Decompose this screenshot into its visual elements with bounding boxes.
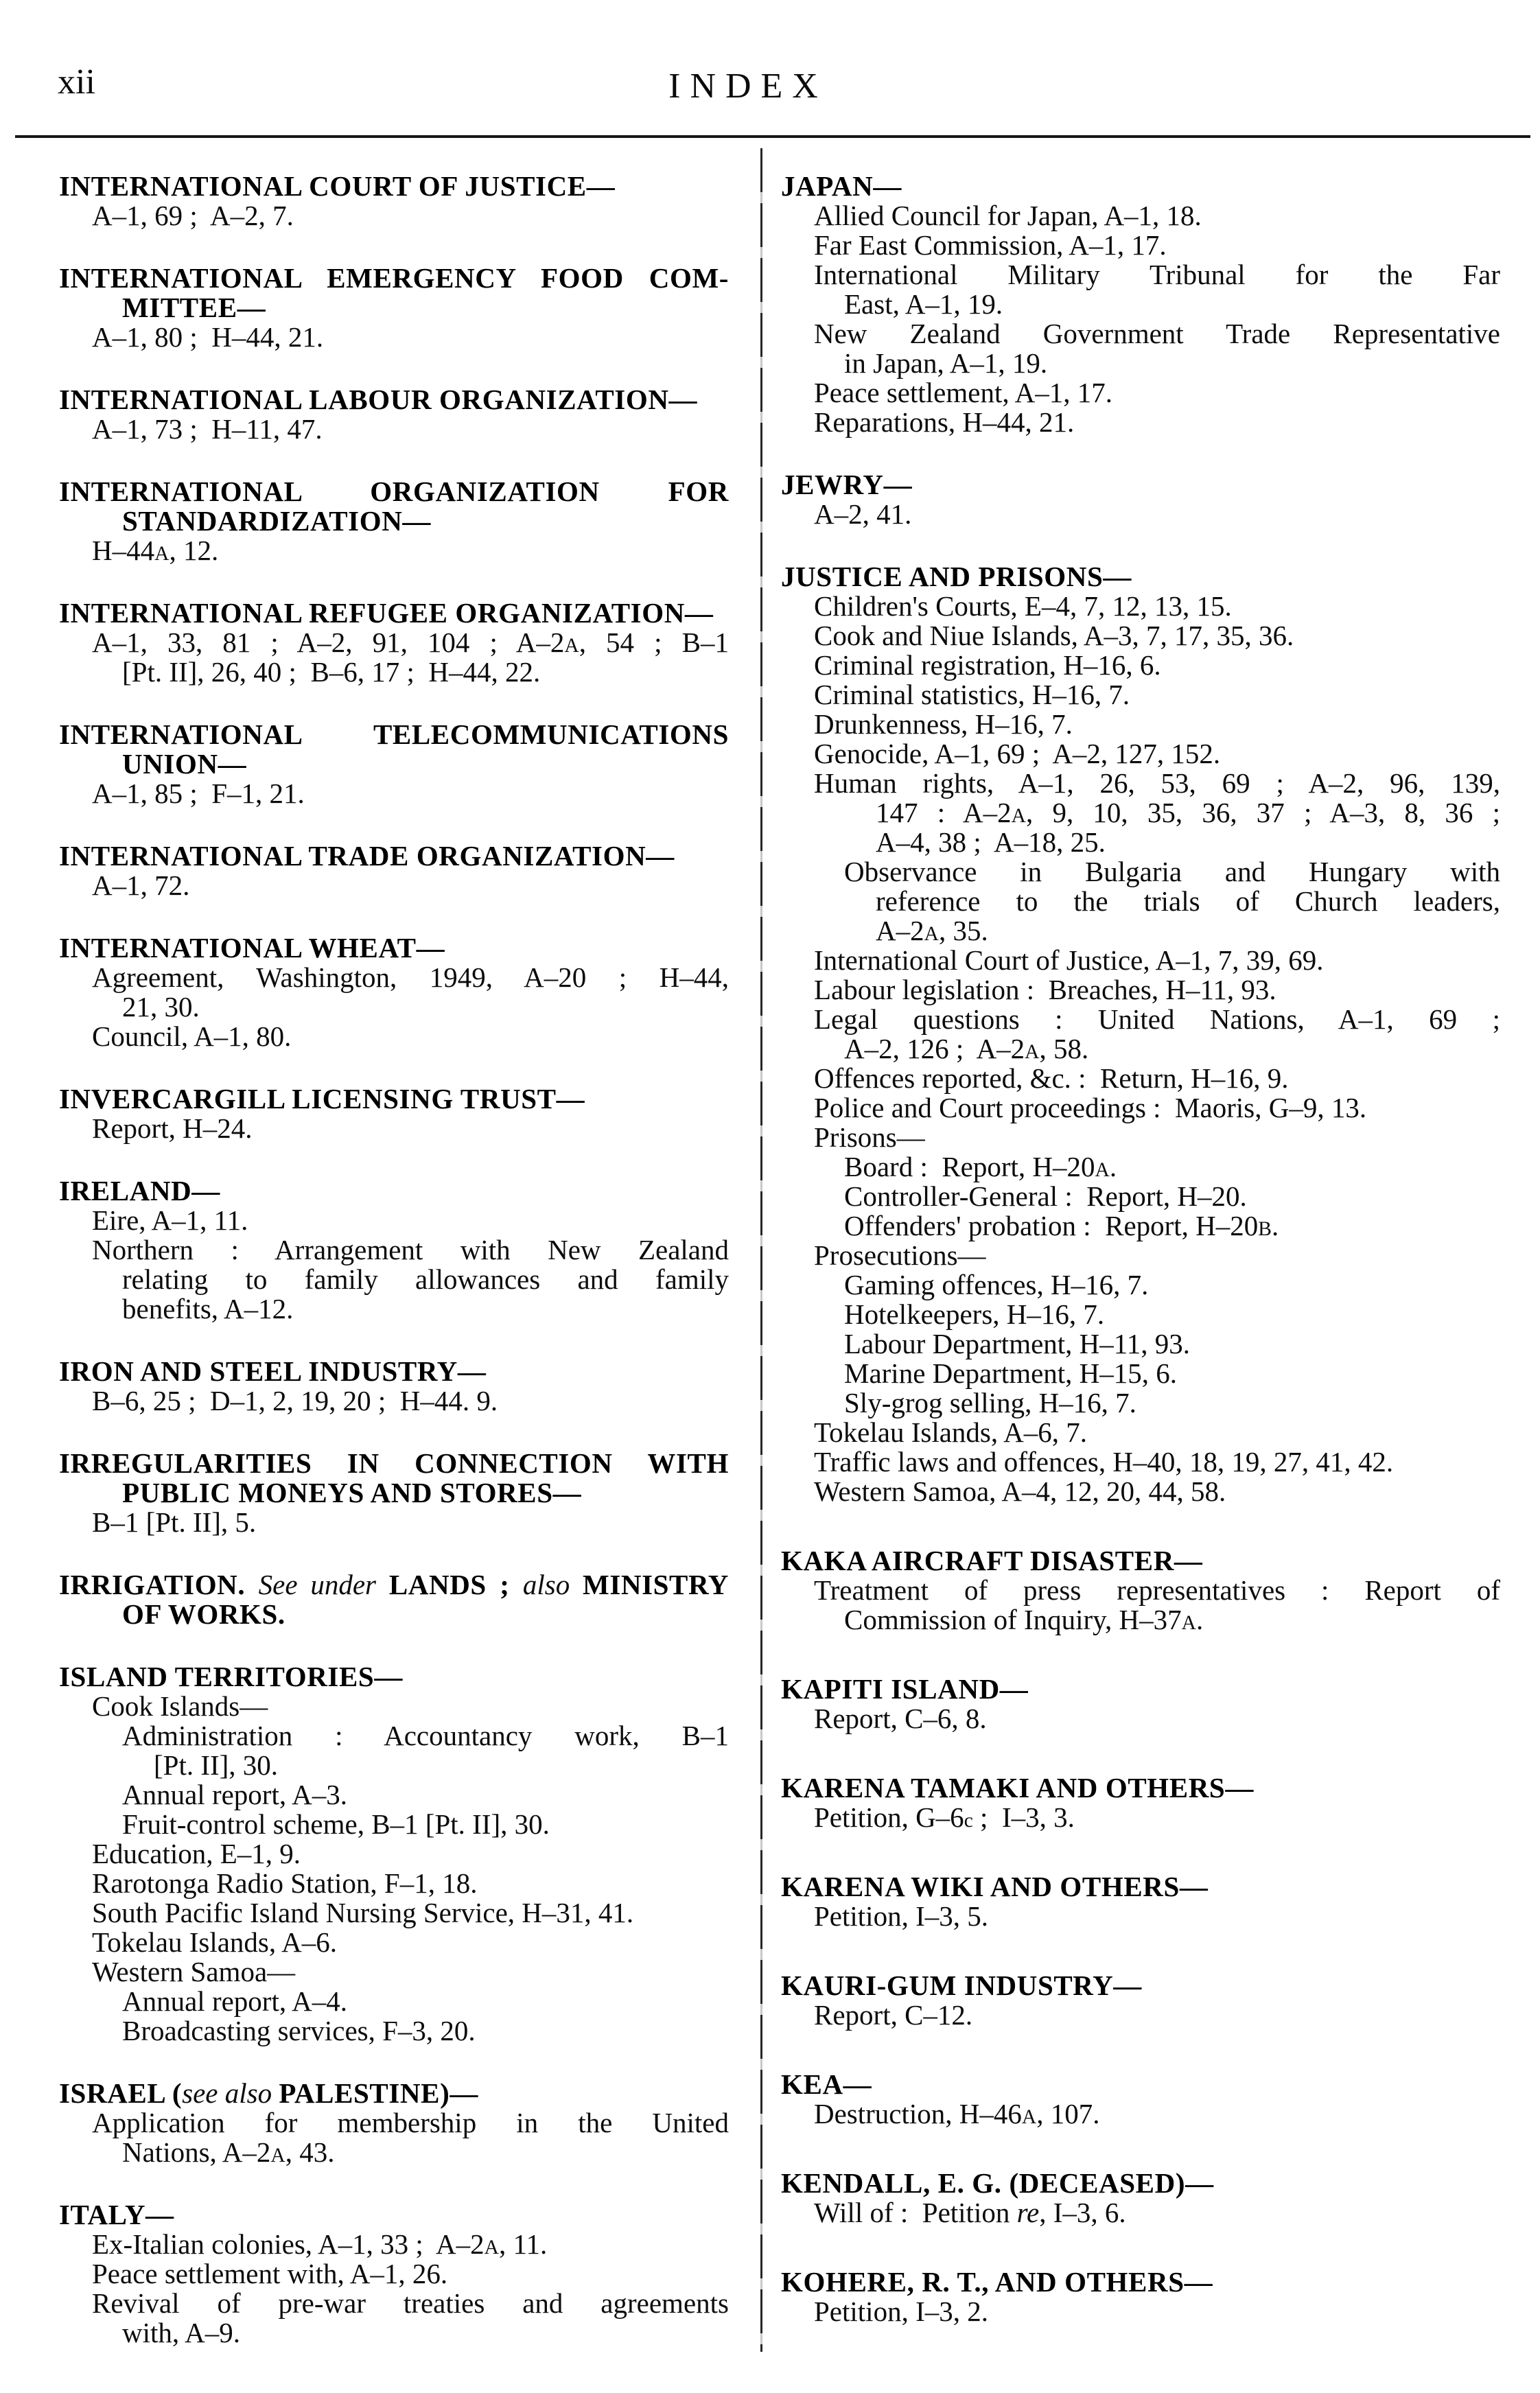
text-run: International Military Tribunal for the Far [814,259,1500,290]
index-entry [59,477,729,565]
text-run: MITTEE— [122,292,266,323]
text-run: PALESTINE)— [279,2077,478,2109]
index-line [781,798,1500,828]
text-run: INTERNATIONAL ORGANIZATION FOR [59,476,729,507]
index-line [781,2198,1500,2228]
column-divider [760,148,762,2352]
index-line [59,992,729,1022]
text-run: [Pt. II], 30. [154,1749,279,1781]
small-suffix: c [964,1810,973,1832]
index-entry [781,1872,1500,1931]
index-line [59,1839,729,1869]
text-run: Western Samoa, A–4, 12, 20, 44, 58. [814,1475,1226,1507]
text-run: New Zealand Government Trade Representative [814,318,1500,349]
text-run: KEA— [781,2068,872,2100]
small-suffix: A [1021,2106,1037,2128]
text-run: Reparations, H–44, 21. [814,406,1075,438]
small-suffix: A [154,543,170,565]
index-entry [59,1449,729,1537]
text-run: Prisons— [814,1121,925,1153]
index-line [59,1265,729,1294]
text-run: Human rights, A–1, 26, 53, 69 ; A–2, 96, 139, [814,767,1500,799]
small-suffix: A [1181,1612,1196,1634]
text-run: JUSTICE AND PRISONS— [781,561,1132,592]
text-run: South Pacific Island Nursing Service, H–31, 41. [92,1897,634,1928]
text-run: Fruit-control scheme, B–1 [Pt. II], 30. [122,1808,550,1840]
small-suffix: A [924,923,939,945]
index-line [781,1902,1500,1931]
index-line [781,651,1500,680]
index-line [59,657,729,687]
index-entry [59,1570,729,1629]
index-line [59,1570,729,1600]
page-folio: xii [58,62,95,102]
index-line [59,415,729,444]
text-run: Labour legislation : Breaches, H–11, 93. [814,974,1276,1005]
text-run: re [1016,2197,1040,2228]
index-heading-line [781,1971,1500,2000]
index-heading-line [59,477,729,506]
text-run: INTERNATIONAL REFUGEE ORGANIZATION— [59,597,714,629]
index-heading-line [59,172,729,201]
index-entry [781,562,1500,1506]
page-title: INDEX [668,67,828,106]
index-heading-line [59,841,729,871]
index-heading-line [59,385,729,415]
index-line [781,1182,1500,1211]
index-heading-line [781,2169,1500,2198]
text-run: OF WORKS. [122,1598,285,1630]
index-line [781,1477,1500,1506]
text-run: Peace settlement, A–1, 17. [814,377,1112,408]
text-run: 147 : A–2A, 9, 10, 35, 36, 37 ; A–3, 8, 36 ; [876,797,1500,828]
index-entry [781,1971,1500,2030]
index-heading-line [59,749,729,779]
text-run: A–1, 72. [92,869,190,901]
index-line [781,1803,1500,1832]
index-line [781,1418,1500,1447]
index-line [781,1576,1500,1605]
text-run: Northern : Arrangement with New Zealand [92,1234,729,1265]
index-entry [781,2169,1500,2228]
index-heading-line [59,1478,729,1508]
index-heading-line [781,1773,1500,1803]
text-run: Criminal statistics, H–16, 7. [814,679,1130,710]
index-line [781,290,1500,319]
text-run: also [522,1569,583,1600]
text-run: Genocide, A–1, 69 ; A–2, 127, 152. [814,738,1221,769]
index-line [781,946,1500,975]
index-line [781,1704,1500,1734]
text-run: INTERNATIONAL COURT OF JUSTICE— [59,170,616,202]
index-line [781,621,1500,651]
text-run: Destruction, H–46A, 107. [814,2098,1100,2129]
text-run: relating to family allowances and family [122,1263,729,1295]
text-run: International Court of Justice, A–1, 7, 39, 69. [814,944,1324,976]
index-heading-line [781,1872,1500,1902]
text-run: [Pt. II], 26, 40 ; B–6, 17 ; H–44, 22. [122,656,541,688]
text-run: KENDALL, E. G. (DECEASED)— [781,2167,1214,2199]
text-run: Eire, A–1, 11. [92,1204,248,1236]
index-heading-line [59,1600,729,1629]
index-entry [59,1176,729,1324]
text-run: Allied Council for Japan, A–1, 18. [814,200,1202,231]
text-run: Labour Department, H–11, 93. [844,1328,1191,1359]
index-line [781,408,1500,437]
index-heading-line [59,506,729,536]
text-run: A–1, 80 ; H–44, 21. [92,321,324,353]
small-suffix: A [1095,1159,1110,1181]
index-heading-line [781,2267,1500,2297]
index-entry [59,933,729,1051]
text-run: Ex-Italian colonies, A–1, 33 ; A–2A, 11. [92,2228,548,2260]
header-rule [15,135,1530,138]
text-run: Treatment of press representatives : Report of [814,1574,1500,1606]
text-run: Prosecutions— [814,1239,986,1271]
text-run: Rarotonga Radio Station, F–1, 18. [92,1867,478,1899]
index-line [59,779,729,808]
text-run: , I–3, 6. [1039,2197,1126,2228]
index-line [781,710,1500,739]
index-line [59,628,729,657]
text-run: Legal questions : United Nations, A–1, 69 ; [814,1003,1500,1035]
index-line [59,1235,729,1265]
index-entry [781,2070,1500,2129]
index-line [781,1005,1500,1034]
index-line [59,2230,729,2259]
index-line [781,857,1500,887]
text-run: UNION— [122,748,247,780]
index-entry [59,598,729,687]
text-run: Petition, I–3, 5. [814,1900,988,1932]
index-heading-line [59,1449,729,1478]
index-line [59,1957,729,1987]
index-entry [59,264,729,352]
index-line [781,2297,1500,2326]
index-line [59,1692,729,1721]
text-run: A–1, 69 ; A–2, 7. [92,200,294,231]
text-run: A–1, 73 ; H–11, 47. [92,413,323,445]
index-line [781,2099,1500,2129]
text-run: MINISTRY [583,1569,729,1600]
index-line [59,1508,729,1537]
index-line [781,500,1500,529]
index-heading-line [59,933,729,963]
text-run: with, A–9. [122,2317,240,2348]
index-line [59,2318,729,2348]
index-entry [59,2079,729,2167]
index-line [781,769,1500,798]
index-line [781,1241,1500,1270]
index-line [59,1751,729,1780]
text-run: Petition, I–3, 2. [814,2296,988,2327]
text-run: Tokelau Islands, A–6. [92,1926,337,1958]
index-line [781,887,1500,916]
text-run: Nations, A–2A, 43. [122,2136,335,2168]
index-line [781,260,1500,290]
text-run: Council, A–1, 80. [92,1020,292,1052]
index-line [59,1987,729,2016]
text-run: B–1 [Pt. II], 5. [92,1506,257,1538]
small-suffix: A [1011,805,1026,827]
index-heading-line [781,2070,1500,2099]
text-run: LANDS ; [388,1569,523,1600]
text-run: INTERNATIONAL TRADE ORGANIZATION— [59,840,675,872]
text-run: Commission of Inquiry, H–37A. [844,1604,1204,1635]
text-run: Controller-General : Report, H–20. [844,1180,1247,1212]
index-line [781,739,1500,769]
index-line [781,975,1500,1005]
text-run: Report, H–24. [92,1112,253,1144]
index-line [781,231,1500,260]
index-line [59,1869,729,1898]
text-run: see also [182,2077,279,2109]
index-line [59,963,729,992]
index-line [781,1270,1500,1300]
text-run: Will of : Petition [814,2197,1017,2228]
text-run: East, A–1, 19. [844,288,1003,320]
index-line [781,916,1500,946]
index-line [781,201,1500,231]
text-run: Board : Report, H–20A. [844,1151,1117,1182]
index-line [781,1329,1500,1359]
index-entry [59,1662,729,2046]
text-run: A–1, 33, 81 ; A–2, 91, 104 ; A–2A, 54 ; B–1 [92,627,729,658]
index-line [781,828,1500,857]
index-entry [781,2267,1500,2326]
text-run: B–6, 25 ; D–1, 2, 19, 20 ; H–44. 9. [92,1385,498,1416]
index-line [781,1211,1500,1241]
text-run: H–44A, 12. [92,535,219,566]
text-run: Far East Commission, A–1, 17. [814,229,1167,261]
text-run: KARENA WIKI AND OTHERS— [781,1871,1209,1902]
text-run: Annual report, A–4. [122,1985,347,2017]
text-run: KARENA TAMAKI AND OTHERS— [781,1772,1254,1803]
text-run: STANDARDIZATION— [122,505,432,537]
index-entry [59,1357,729,1416]
index-heading-line [59,2200,729,2230]
index-line [781,1064,1500,1093]
index-entry [59,2200,729,2348]
text-run: Application for membership in the United [92,2107,729,2138]
index-right-column [781,172,1500,2326]
index-line [59,1721,729,1751]
text-run: Police and Court proceedings : Maoris, G–9, 13. [814,1092,1367,1123]
small-suffix: A [1025,1041,1040,1063]
index-heading-line [59,1357,729,1386]
text-run: Drunkenness, H–16, 7. [814,708,1073,740]
text-run: A–2A, 35. [876,915,988,946]
index-entry [781,470,1500,529]
index-line [59,1780,729,1810]
index-heading-line [781,1674,1500,1704]
text-run: KOHERE, R. T., AND OTHERS— [781,2266,1213,2298]
text-run: Cook and Niue Islands, A–3, 7, 17, 35, 36. [814,620,1294,651]
text-run: Report, C–6, 8. [814,1703,987,1734]
index-heading-line [59,1176,729,1206]
text-run: Offences reported, &c. : Return, H–16, 9. [814,1062,1289,1094]
index-entry [59,1084,729,1143]
text-run: A–2, 41. [814,498,912,530]
index-heading-line [781,562,1500,592]
text-run: Criminal registration, H–16, 6. [814,649,1161,681]
text-run: ITALY— [59,2199,174,2230]
index-entry [781,1546,1500,1635]
text-run: INTERNATIONAL TELECOMMUNICATIONS [59,719,729,750]
small-suffix: B [1258,1218,1272,1240]
text-run: PUBLIC MONEYS AND STORES— [122,1477,582,1508]
text-run: Observance in Bulgaria and Hungary with [844,856,1500,887]
index-line [781,680,1500,710]
text-run: Report, C–12. [814,1999,973,2031]
text-run: Marine Department, H–15, 6. [844,1357,1178,1389]
index-line [781,1034,1500,1064]
index-entry [59,172,729,231]
text-run: KAPITI ISLAND— [781,1673,1029,1705]
index-line [59,1114,729,1143]
text-run: A–2, 126 ; A–2A, 58. [844,1033,1089,1064]
text-run: Gaming offences, H–16, 7. [844,1269,1149,1300]
index-line [59,536,729,565]
index-line [781,1605,1500,1635]
index-line [781,349,1500,378]
index-line [59,2138,729,2167]
text-run: KAKA AIRCRAFT DISASTER— [781,1545,1203,1576]
index-line [781,378,1500,408]
index-left-column [59,172,729,2348]
index-line [59,2108,729,2138]
text-run: A–4, 38 ; A–18, 25. [876,826,1106,858]
text-run: Agreement, Washington, 1949, A–20 ; H–44, [92,961,729,993]
text-run: A–1, 85 ; F–1, 21. [92,778,305,809]
text-run: benefits, A–12. [122,1293,294,1324]
index-heading-line [59,720,729,749]
text-run: Revival of pre-war treaties and agreements [92,2287,729,2319]
index-heading-line [781,172,1500,201]
index-heading-line [781,1546,1500,1576]
text-run: in Japan, A–1, 19. [844,347,1048,379]
index-heading-line [59,264,729,293]
text-run: INTERNATIONAL LABOUR ORGANIZATION— [59,384,698,415]
index-entry [59,385,729,444]
index-line [59,2259,729,2289]
index-line [59,2079,729,2108]
small-suffix: A [484,2237,499,2258]
index-line [59,1810,729,1839]
text-run: Annual report, A–3. [122,1779,347,1810]
text-run: Cook Islands— [92,1690,268,1722]
index-line [59,2289,729,2318]
index-entry [59,720,729,808]
index-line [59,1022,729,1051]
text-run: Children's Courts, E–4, 7, 12, 13, 15. [814,590,1232,622]
index-line [781,1388,1500,1418]
text-run: IRON AND STEEL INDUSTRY— [59,1355,487,1387]
text-run: Offenders' probation : Report, H–20B. [844,1210,1279,1241]
index-line [59,1386,729,1416]
text-run: Petition, G–6c ; I–3, 3. [814,1801,1075,1833]
index-line [59,1294,729,1324]
index-line [59,323,729,352]
index-entry [781,1674,1500,1734]
text-run: Hotelkeepers, H–16, 7. [844,1298,1105,1330]
text-run: Administration : Accountancy work, B–1 [122,1720,729,1751]
index-line [781,1300,1500,1329]
text-run: 21, 30. [122,991,200,1023]
text-run: KAURI-GUM INDUSTRY— [781,1970,1142,2001]
text-run: IRELAND— [59,1175,220,1206]
index-line [781,1359,1500,1388]
small-suffix: A [270,2145,285,2167]
text-run: Peace settlement with, A–1, 26. [92,2258,448,2289]
index-line [781,1447,1500,1477]
text-run: ISLAND TERRITORIES— [59,1661,403,1692]
index-line [59,1206,729,1235]
index-line [59,1898,729,1928]
index-line [781,592,1500,621]
index-line [781,2000,1500,2030]
index-line [59,201,729,231]
index-heading-line [59,293,729,323]
text-run: Western Samoa— [92,1956,296,1987]
text-run: INTERNATIONAL WHEAT— [59,932,445,964]
text-run: Sly-grog selling, H–16, 7. [844,1387,1136,1419]
index-entry [781,1773,1500,1832]
text-run: Tokelau Islands, A–6, 7. [814,1416,1087,1448]
index-entry [59,841,729,900]
index-heading-line [781,470,1500,500]
text-run: Broadcasting services, F–3, 20. [122,2015,476,2046]
index-heading-line [59,1084,729,1114]
index-line [59,871,729,900]
text-run: IRREGULARITIES IN CONNECTION WITH [59,1447,729,1479]
index-line [59,2016,729,2046]
text-run: JEWRY— [781,469,913,500]
index-heading-line [59,1662,729,1692]
text-run: Traffic laws and offences, H–40, 18, 19, 27, 41, 42. [814,1446,1394,1478]
text-run: INVERCARGILL LICENSING TRUST— [59,1083,585,1114]
text-run: JAPAN— [781,170,902,202]
index-line [781,1093,1500,1123]
index-line [781,1152,1500,1182]
small-suffix: A [564,635,579,657]
index-line [781,1123,1500,1152]
text-run: Education, E–1, 9. [92,1838,301,1869]
text-run: IRRIGATION. [59,1569,259,1600]
text-run: reference to the trials of Church leaders, [876,885,1500,917]
text-run: ISRAEL ( [59,2077,183,2109]
index-line [59,1928,729,1957]
text-run: See under [258,1569,389,1600]
index-entry [781,172,1500,437]
text-run: INTERNATIONAL EMERGENCY FOOD COM- [59,262,729,294]
index-line [781,319,1500,349]
index-heading-line [59,598,729,628]
